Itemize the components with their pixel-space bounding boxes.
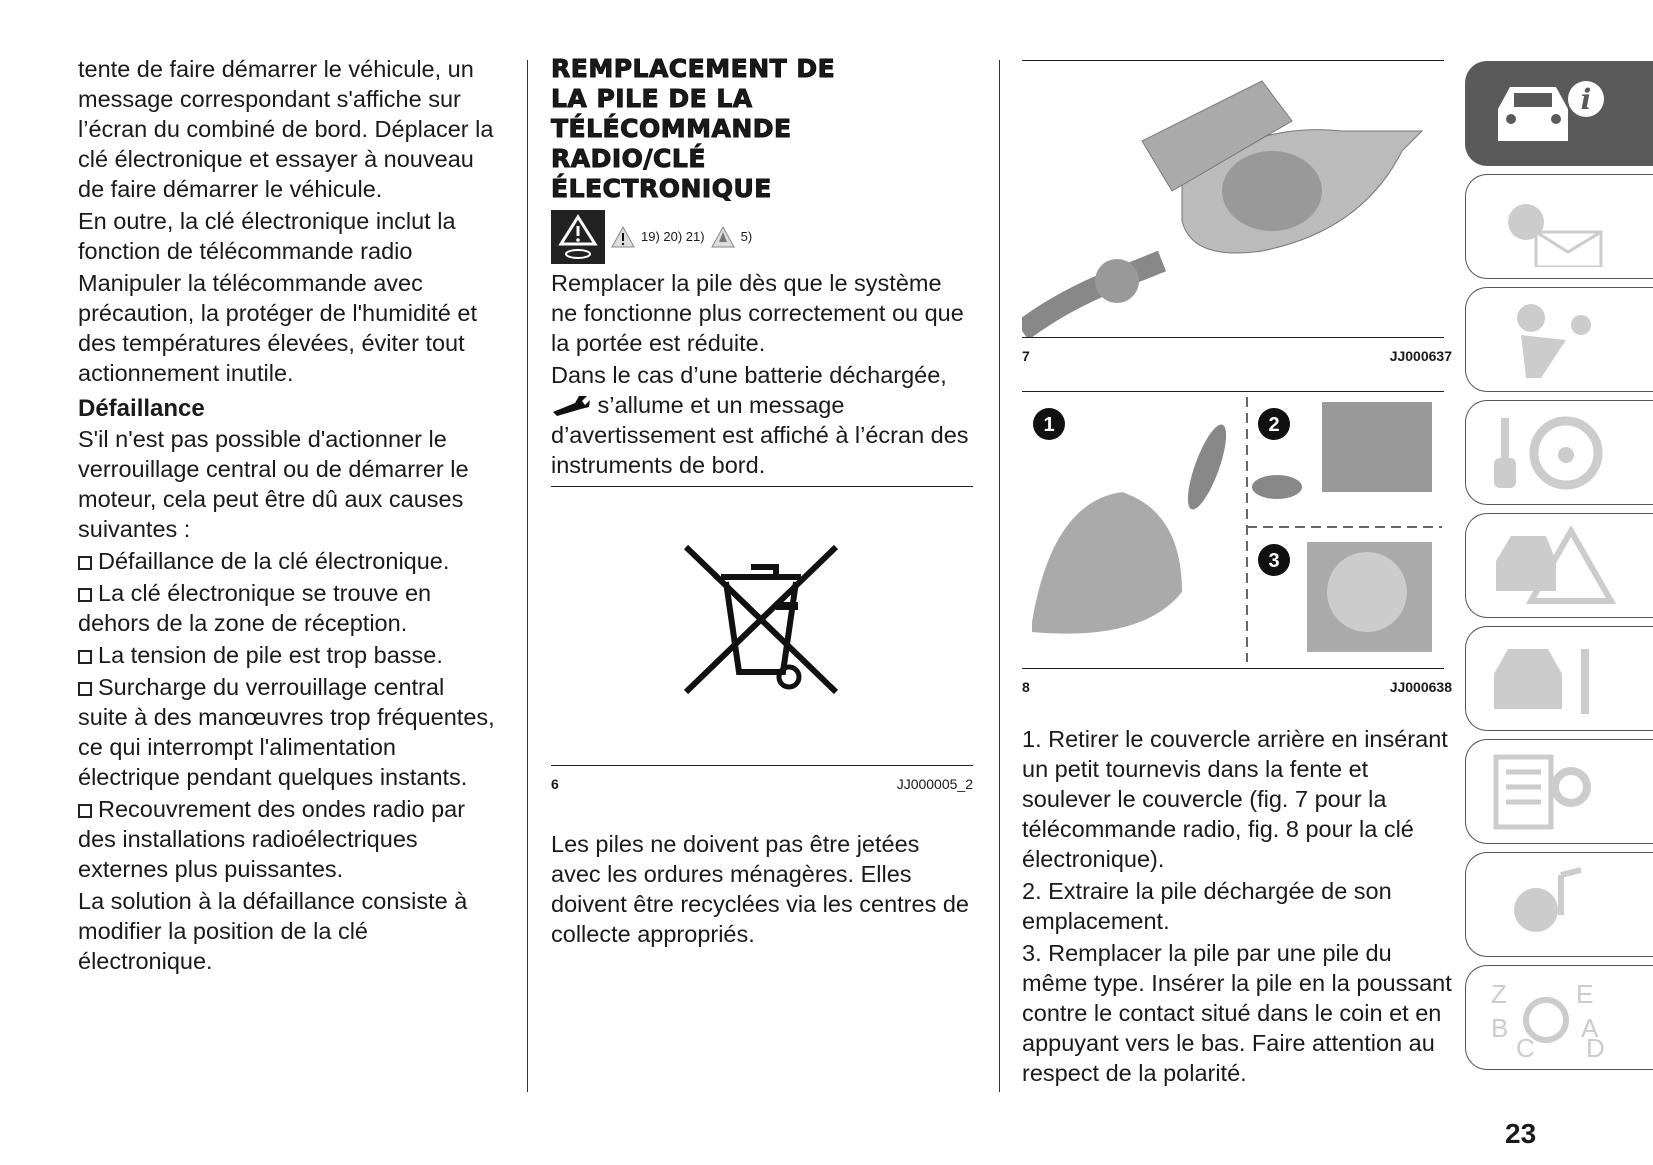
tab-lights-messages[interactable] [1465, 174, 1653, 279]
paragraph: En outre, la clé électronique inclut la fonction de télécommande radio [78, 208, 456, 264]
figure-caption: 6 JJ000005_2 [551, 776, 973, 792]
column-divider [527, 60, 528, 1092]
checkbox-bullet-icon [78, 588, 92, 602]
step-1-marker: 1 [1043, 414, 1055, 436]
list-item: Défaillance de la clé électronique. [78, 546, 498, 576]
key-battery-replacement-illustration [1022, 392, 1442, 668]
tab-starting-driving[interactable] [1465, 400, 1653, 505]
section-heading: Défaillance [78, 395, 205, 422]
airbag-icon [1486, 300, 1596, 380]
checkbox-bullet-icon [78, 556, 92, 570]
column-1 [78, 54, 498, 978]
wrench-icon [551, 394, 591, 416]
tab-technical-data[interactable] [1465, 739, 1653, 844]
checkbox-bullet-icon [78, 804, 92, 818]
key-steering-wheel-icon [1486, 413, 1606, 493]
list-item: La tension de pile est trop basse. [78, 640, 498, 670]
svg-text:E: E [1576, 979, 1594, 1009]
tab-multimedia[interactable] [1465, 852, 1653, 957]
multimedia-icon [1486, 865, 1596, 945]
paragraph: Remplacer la pile dès que le système ne fonctionne plus correctement ou que la portée est réduite. [551, 270, 964, 356]
figure-caption: 8 JJ000638 [1022, 679, 1452, 695]
figure-caption: 7 JJ000637 [1022, 348, 1452, 364]
remote-battery-cover-illustration [1022, 61, 1442, 337]
paragraph: Manipuler la télécommande avec précaution, la protéger de l'humidité et des températures élevées, éviter tout actionnement inutile. [78, 270, 478, 386]
paragraph: 1. Retirer le couvercle arrière en insérant un petit tournevis dans la fente et soulever le couvercle (fig. 7 pour la télécommande radio, fig. 8 pour la clé électronique). [1022, 726, 1448, 872]
paragraph: S'il n'est pas possible d'actionner le verrouillage central ou de démarrer le moteur, cela peut être dû aux causes suivantes : [78, 426, 469, 542]
tab-car-info[interactable] [1465, 61, 1653, 166]
tab-emergency[interactable] [1465, 513, 1653, 618]
figure-7 [1022, 60, 1444, 338]
section-title: REMPLACEMENT DE LA PILE DE LA TÉLÉCOMMANDE RADIO/CLÉ ÉLECTRONIQUE [551, 54, 836, 203]
svg-text:i: i [1580, 82, 1592, 116]
alphabetical-index-icon [1486, 975, 1616, 1060]
warning-light-message-icon [1486, 187, 1606, 267]
column-3 [1022, 54, 1452, 1090]
tab-maintenance[interactable] [1465, 626, 1653, 731]
environment-tree-icon [711, 226, 735, 248]
warning-triangle-icon [611, 226, 635, 248]
emergency-triangle-car-icon [1486, 526, 1616, 606]
figure-6 [551, 486, 973, 766]
paragraph: Dans le cas d’une batterie déchargée, s’allume et un message d’avertissement est affiché à l’écran des instruments de bord. [551, 362, 969, 478]
figure-8 [1022, 391, 1444, 669]
svg-text:A: A [1581, 1013, 1599, 1043]
warning-references: 19) 20) 21) 5) [551, 210, 973, 264]
step-2-marker: 2 [1268, 414, 1280, 436]
paragraph: 2. Extraire la pile déchargée de son emplacement. [1022, 878, 1392, 934]
checkbox-bullet-icon [78, 650, 92, 664]
list-item: La clé électronique se trouve en dehors de la zone de réception. [78, 580, 432, 636]
column-divider [999, 60, 1000, 1092]
page-number: 23 [1505, 1118, 1537, 1149]
column-2 [551, 54, 973, 951]
paragraph: La solution à la défaillance consiste à modifier la position de la clé électronique. [78, 888, 468, 974]
svg-text:Z: Z [1491, 979, 1507, 1009]
tab-safety[interactable] [1465, 287, 1653, 392]
battery-warning-icon [551, 210, 605, 264]
svg-text:C: C [1516, 1033, 1535, 1060]
tab-index[interactable] [1465, 965, 1653, 1070]
step-3-marker: 3 [1268, 550, 1280, 572]
list-item: Surcharge du verrouillage central suite à des manœuvres trop fréquentes, ce qui interrompt l'alimentation électrique pendant quelques instants. [78, 674, 495, 790]
paragraph: 3. Remplacer la pile par une pile du même type. Insérer la pile en la poussant contre le contact situé dans le coin et en appuyant vers le bas. Faire attention au respect de la polarité. [1022, 940, 1452, 1086]
paragraph: Les piles ne doivent pas être jetées avec les ordures ménagères. Elles doivent être recyclées via les centres de collecte appropriés. [551, 831, 969, 947]
list-item: Recouvrement des ondes radio par des installations radioélectriques externes plus puissantes. [78, 796, 466, 882]
car-info-icon [1486, 79, 1606, 149]
car-wrench-icon [1486, 639, 1606, 719]
svg-text:D: D [1586, 1033, 1605, 1060]
paragraph: tente de faire démarrer le véhicule, un message correspondant s'affiche sur l’écran du combiné de bord. Déplacer la clé électronique et essayer à nouveau de faire démarrer le véhicule. [78, 56, 494, 202]
crossed-bin-recycling-icon [681, 542, 841, 702]
checkbox-bullet-icon [78, 682, 92, 696]
svg-text:B: B [1491, 1013, 1509, 1043]
list-gears-icon [1486, 752, 1606, 832]
